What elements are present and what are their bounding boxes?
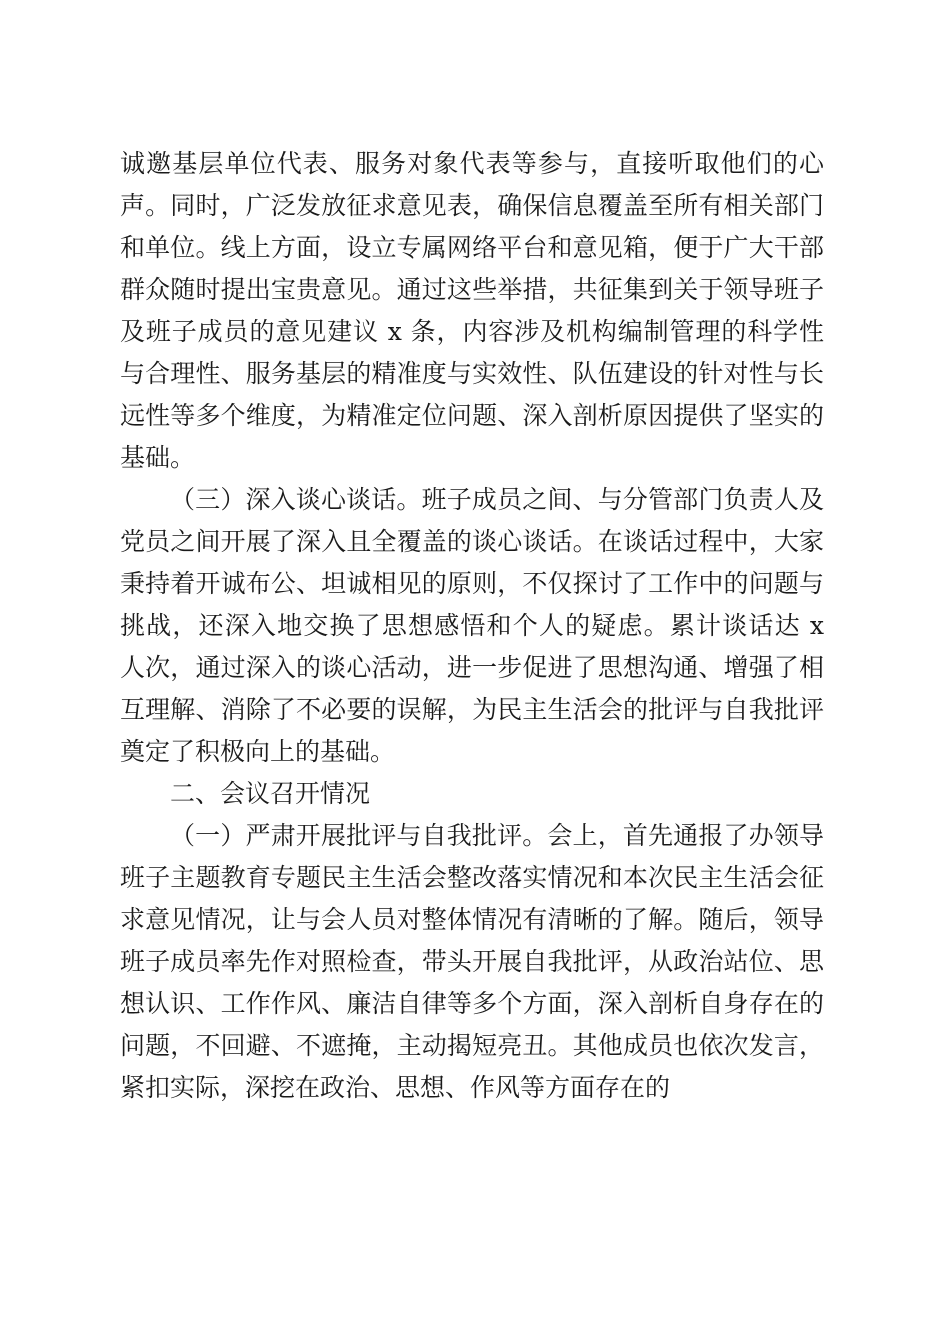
paragraph-intro: 诚邀基层单位代表、服务对象代表等参与，直接听取他们的心声。同时，广泛发放征求意见表，确保信息覆盖至所有相关部门和单位。线上方面，设立专属网络平台和意见箱，便于广大干部群众随时提出宝贵意见。通过这些举措，共征集到关于领导班子及班子成员的意见建议 x 条，内容涉及机构编制管理的科学性与合理性、服务基层的精准度与实效性、队伍建设的针对性与长远性等多个维度，为精准定位问题、深入剖析原因提供了坚实的基础。: [120, 149, 824, 472]
paragraph-body: 会上，首先通报了办领导班子主题教育专题民主生活会整改落实情况和本次民主生活会征求意见情况，让与会人员对整体情况有清晰的了解。随后，领导班子成员率先作对照检查，带头开展自我批评，从政治站位、思想认识、工作作风、廉洁自律等多个方面，深入剖析自身存在的问题，不回避、不遮掩，主动揭短亮丑。其他成员也依次发言，紧扣实际，深挖在政治、思想、作风等方面存在的: [120, 821, 824, 1102]
document-page: [120, 143, 824, 1109]
section-heading: 二、会议召开情况: [170, 779, 371, 808]
paragraph-heart-to-heart-talks: [120, 479, 824, 773]
paragraph-criticism: [120, 815, 824, 1109]
paragraph-body: 班子成员之间、与分管部门负责人及党员之间开展了深入且全覆盖的谈心谈话。在谈话过程中，大家秉持着开诚布公、坦诚相见的原则，不仅探讨了工作中的问题与挑战，还深入地交换了思想感悟和个人的疑虑。累计谈话达 x 人次，通过深入的谈心活动，进一步促进了思想沟通、增强了相互理解、消除了不必要的误解，为民主生活会的批评与自我批评奠定了积极向上的基础。: [120, 485, 824, 766]
paragraph-lead-heading: （一）严肃开展批评与自我批评。: [170, 821, 548, 850]
paragraph-lead-heading: （三）深入谈心谈话。: [170, 485, 422, 514]
